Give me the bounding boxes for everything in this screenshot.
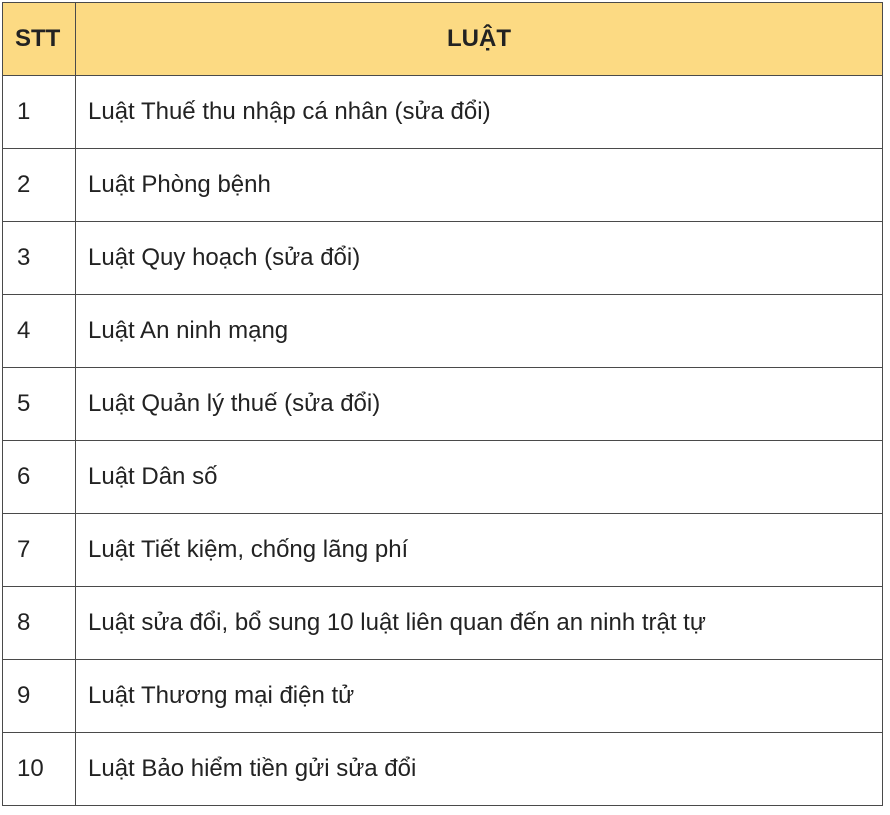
table-row <box>3 295 883 368</box>
table-row <box>3 587 883 660</box>
law-name: Luật Quy hoạch (sửa đổi) <box>76 222 883 295</box>
row-number: 6 <box>3 441 76 514</box>
law-name: Luật Dân số <box>76 441 883 514</box>
row-number: 2 <box>3 149 76 222</box>
table-row <box>3 660 883 733</box>
row-number: 3 <box>3 222 76 295</box>
row-number: 8 <box>3 587 76 660</box>
table-row <box>3 76 883 149</box>
table-row <box>3 368 883 441</box>
header-law: LUẬT <box>76 3 883 76</box>
row-number: 5 <box>3 368 76 441</box>
law-name: Luật Phòng bệnh <box>76 149 883 222</box>
law-name: Luật Tiết kiệm, chống lãng phí <box>76 514 883 587</box>
table-body <box>3 76 883 806</box>
row-number: 7 <box>3 514 76 587</box>
table-row <box>3 514 883 587</box>
table-row <box>3 149 883 222</box>
row-number: 1 <box>3 76 76 149</box>
law-name: Luật sửa đổi, bổ sung 10 luật liên quan đến an ninh trật tự <box>76 587 883 660</box>
row-number: 4 <box>3 295 76 368</box>
law-name: Luật Thuế thu nhập cá nhân (sửa đổi) <box>76 76 883 149</box>
row-number: 9 <box>3 660 76 733</box>
table-header <box>3 3 883 76</box>
header-stt: STT <box>3 3 76 76</box>
table-row <box>3 733 883 806</box>
row-number: 10 <box>3 733 76 806</box>
header-row <box>3 3 883 76</box>
table-row <box>3 441 883 514</box>
table-row <box>3 222 883 295</box>
law-name: Luật Thương mại điện tử <box>76 660 883 733</box>
law-name: Luật Bảo hiểm tiền gửi sửa đổi <box>76 733 883 806</box>
law-name: Luật An ninh mạng <box>76 295 883 368</box>
law-list-table <box>2 2 883 806</box>
law-name: Luật Quản lý thuế (sửa đổi) <box>76 368 883 441</box>
